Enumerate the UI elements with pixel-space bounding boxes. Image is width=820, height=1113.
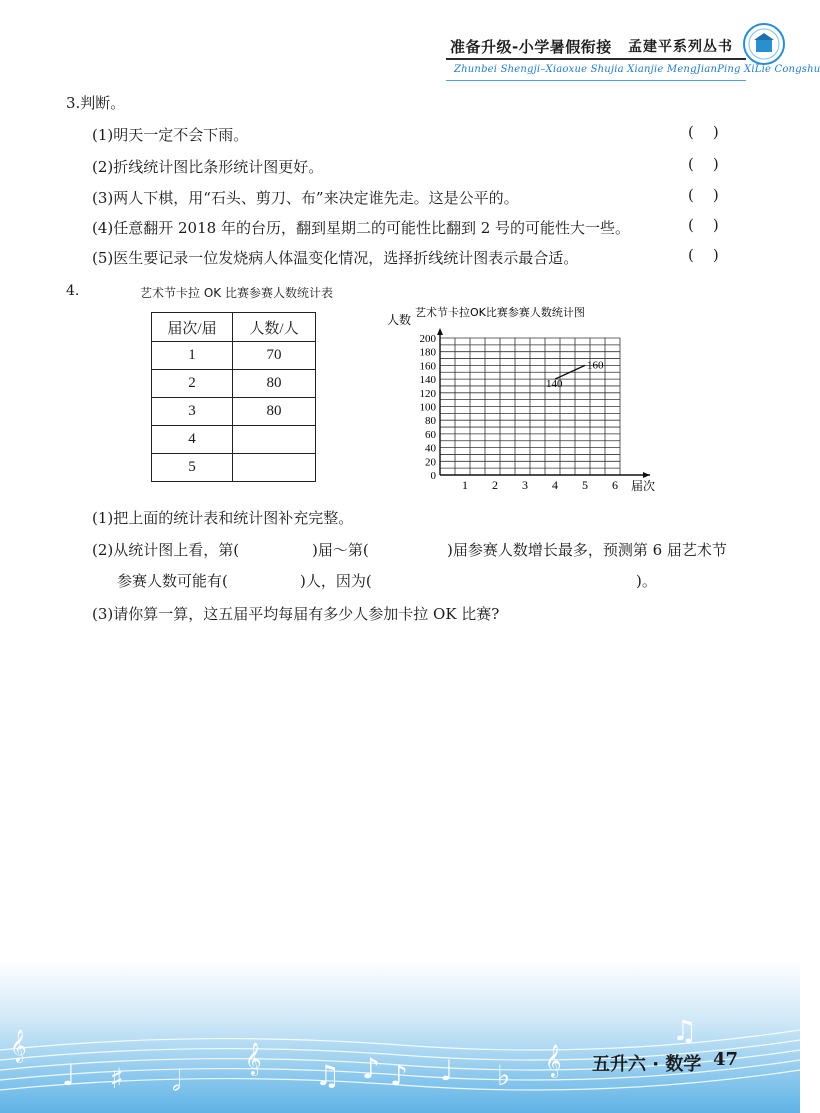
judge-item-1: (1)明天一定不会下雨。: [92, 126, 249, 144]
cell-session: 2: [152, 370, 233, 398]
table-row: [152, 398, 316, 426]
page-number: 47: [713, 1049, 739, 1070]
subquestion-2-part-a: (2)从统计图上看，第(: [92, 541, 240, 559]
answer-blank-1[interactable]: ( ): [688, 123, 719, 141]
judge-item-5: (5)医生要记录一位发烧病人体温变化情况，选择折线统计图表示最合适。: [92, 249, 579, 267]
y-tick-label: 60: [425, 428, 436, 441]
cell-session: 3: [152, 398, 233, 426]
answer-blank-4[interactable]: ( ): [688, 216, 719, 234]
data-label: 160: [587, 359, 604, 372]
y-tick-label: 40: [425, 442, 436, 455]
half-note-icon: 𝅗𝅥: [172, 1064, 181, 1097]
cell-count-blank[interactable]: [233, 454, 316, 482]
table-row: [152, 370, 316, 398]
table-row: [152, 426, 316, 454]
subquestion-1: (1)把上面的统计表和统计图补充完整。: [92, 509, 354, 527]
judge-item-3: (3)两人下棋，用“石头、剪刀、布”来决定谁先走。这是公平的。: [92, 189, 519, 207]
x-tick-label: 4: [552, 478, 558, 492]
y-tick-label: 200: [419, 333, 436, 345]
subquestion-2-part-f: )。: [636, 572, 657, 590]
question-4-number: 4.: [66, 283, 80, 299]
sharp-icon: ♯: [110, 1062, 124, 1095]
y-axis-label: 人数: [387, 313, 412, 327]
answer-blank-5[interactable]: ( ): [688, 246, 719, 264]
answer-blank-2[interactable]: ( ): [688, 155, 719, 173]
judge-item-2: (2)折线统计图比条形统计图更好。: [92, 158, 324, 176]
x-tick-label: 6: [612, 478, 618, 492]
chart-axes: [437, 328, 650, 478]
cell-session: 4: [152, 426, 233, 454]
cell-count: 80: [233, 398, 316, 426]
beamed-notes-icon: ♫: [315, 1059, 341, 1092]
table-row: [152, 454, 316, 482]
y-tick-label: 0: [430, 470, 436, 482]
y-tick-label: 180: [419, 346, 436, 359]
cell-count: 70: [233, 342, 316, 370]
y-tick-label: 20: [425, 456, 436, 469]
header-underline: [446, 80, 746, 81]
subquestion-2-part-c: )届参赛人数增长最多，预测第 6 届艺术节: [447, 541, 727, 559]
clef-note-icon: 𝄞: [10, 1029, 27, 1062]
subquestion-2-part-e: )人，因为(: [300, 572, 372, 590]
answer-blank-3[interactable]: ( ): [688, 186, 719, 204]
table-title: 艺术节卡拉 OK 比赛参赛人数统计表: [140, 286, 333, 300]
series-name: 孟建平系列丛书: [628, 39, 733, 55]
beamed-notes-icon: ♫: [672, 1014, 698, 1047]
x-axis-arrow-icon: [643, 472, 650, 478]
y-axis-arrow-icon: [437, 328, 443, 335]
treble-clef-icon: 𝄞: [245, 1042, 262, 1075]
subquestion-2-part-b: )届～第(: [312, 541, 369, 559]
eighth-note-icon: ♪: [362, 1052, 380, 1085]
quarter-note-icon: ♩: [440, 1054, 454, 1087]
line-chart: [387, 300, 670, 496]
x-tick-labels: [462, 478, 618, 492]
y-tick-label: 100: [419, 401, 436, 414]
cell-session: 5: [152, 454, 233, 482]
music-staff-footer: [0, 960, 800, 1113]
x-tick-label: 1: [462, 478, 468, 492]
x-tick-label: 3: [522, 478, 528, 492]
judge-item-4: (4)任意翻开 2018 年的台历，翻到星期二的可能性比翻到 2 号的可能性大一些。: [92, 219, 631, 237]
flat-icon: ♭: [497, 1059, 511, 1092]
pinyin-subtitle: Zhunbei Shengji–Xiaoxue Shujia Xianjie MengJianPing XiLie Congshu: [454, 64, 820, 75]
x-tick-label: 5: [582, 478, 588, 492]
book-logo-icon: [742, 22, 786, 66]
y-tick-label: 80: [425, 415, 436, 428]
x-tick-label: 2: [492, 478, 498, 492]
subquestion-3: (3)请你算一算，这五届平均每届有多少人参加卡拉 OK 比赛?: [92, 605, 500, 623]
eighth-note-icon: ♪: [390, 1059, 408, 1092]
y-tick-label: 120: [419, 387, 436, 400]
statistics-table: [151, 312, 316, 482]
subquestion-2-part-d: 参赛人数可能有(: [117, 572, 228, 590]
chart-title: 艺术节卡拉OK比赛参赛人数统计图: [415, 306, 585, 319]
note-icon: ♩: [62, 1059, 76, 1092]
treble-clef-icon: 𝄞: [545, 1044, 562, 1077]
data-label: 140: [546, 378, 563, 391]
table-row: [152, 342, 316, 370]
question-3-title: 3.判断。: [66, 94, 126, 112]
cell-session: 1: [152, 342, 233, 370]
grade-subject-label: 五升六 · 数学: [592, 1054, 702, 1075]
header-divider: [446, 58, 746, 60]
y-tick-label: 160: [419, 360, 436, 373]
y-tick-labels: [420, 333, 437, 482]
x-axis-label: 届次: [631, 479, 656, 493]
book-title: 准备升级-小学暑假衔接: [450, 38, 612, 56]
y-tick-label: 140: [419, 374, 436, 387]
header-session: 届次/届: [152, 313, 233, 342]
cell-count: 80: [233, 370, 316, 398]
header-count: 人数/人: [233, 313, 316, 342]
cell-count-blank[interactable]: [233, 426, 316, 454]
table-header-row: [152, 313, 316, 342]
